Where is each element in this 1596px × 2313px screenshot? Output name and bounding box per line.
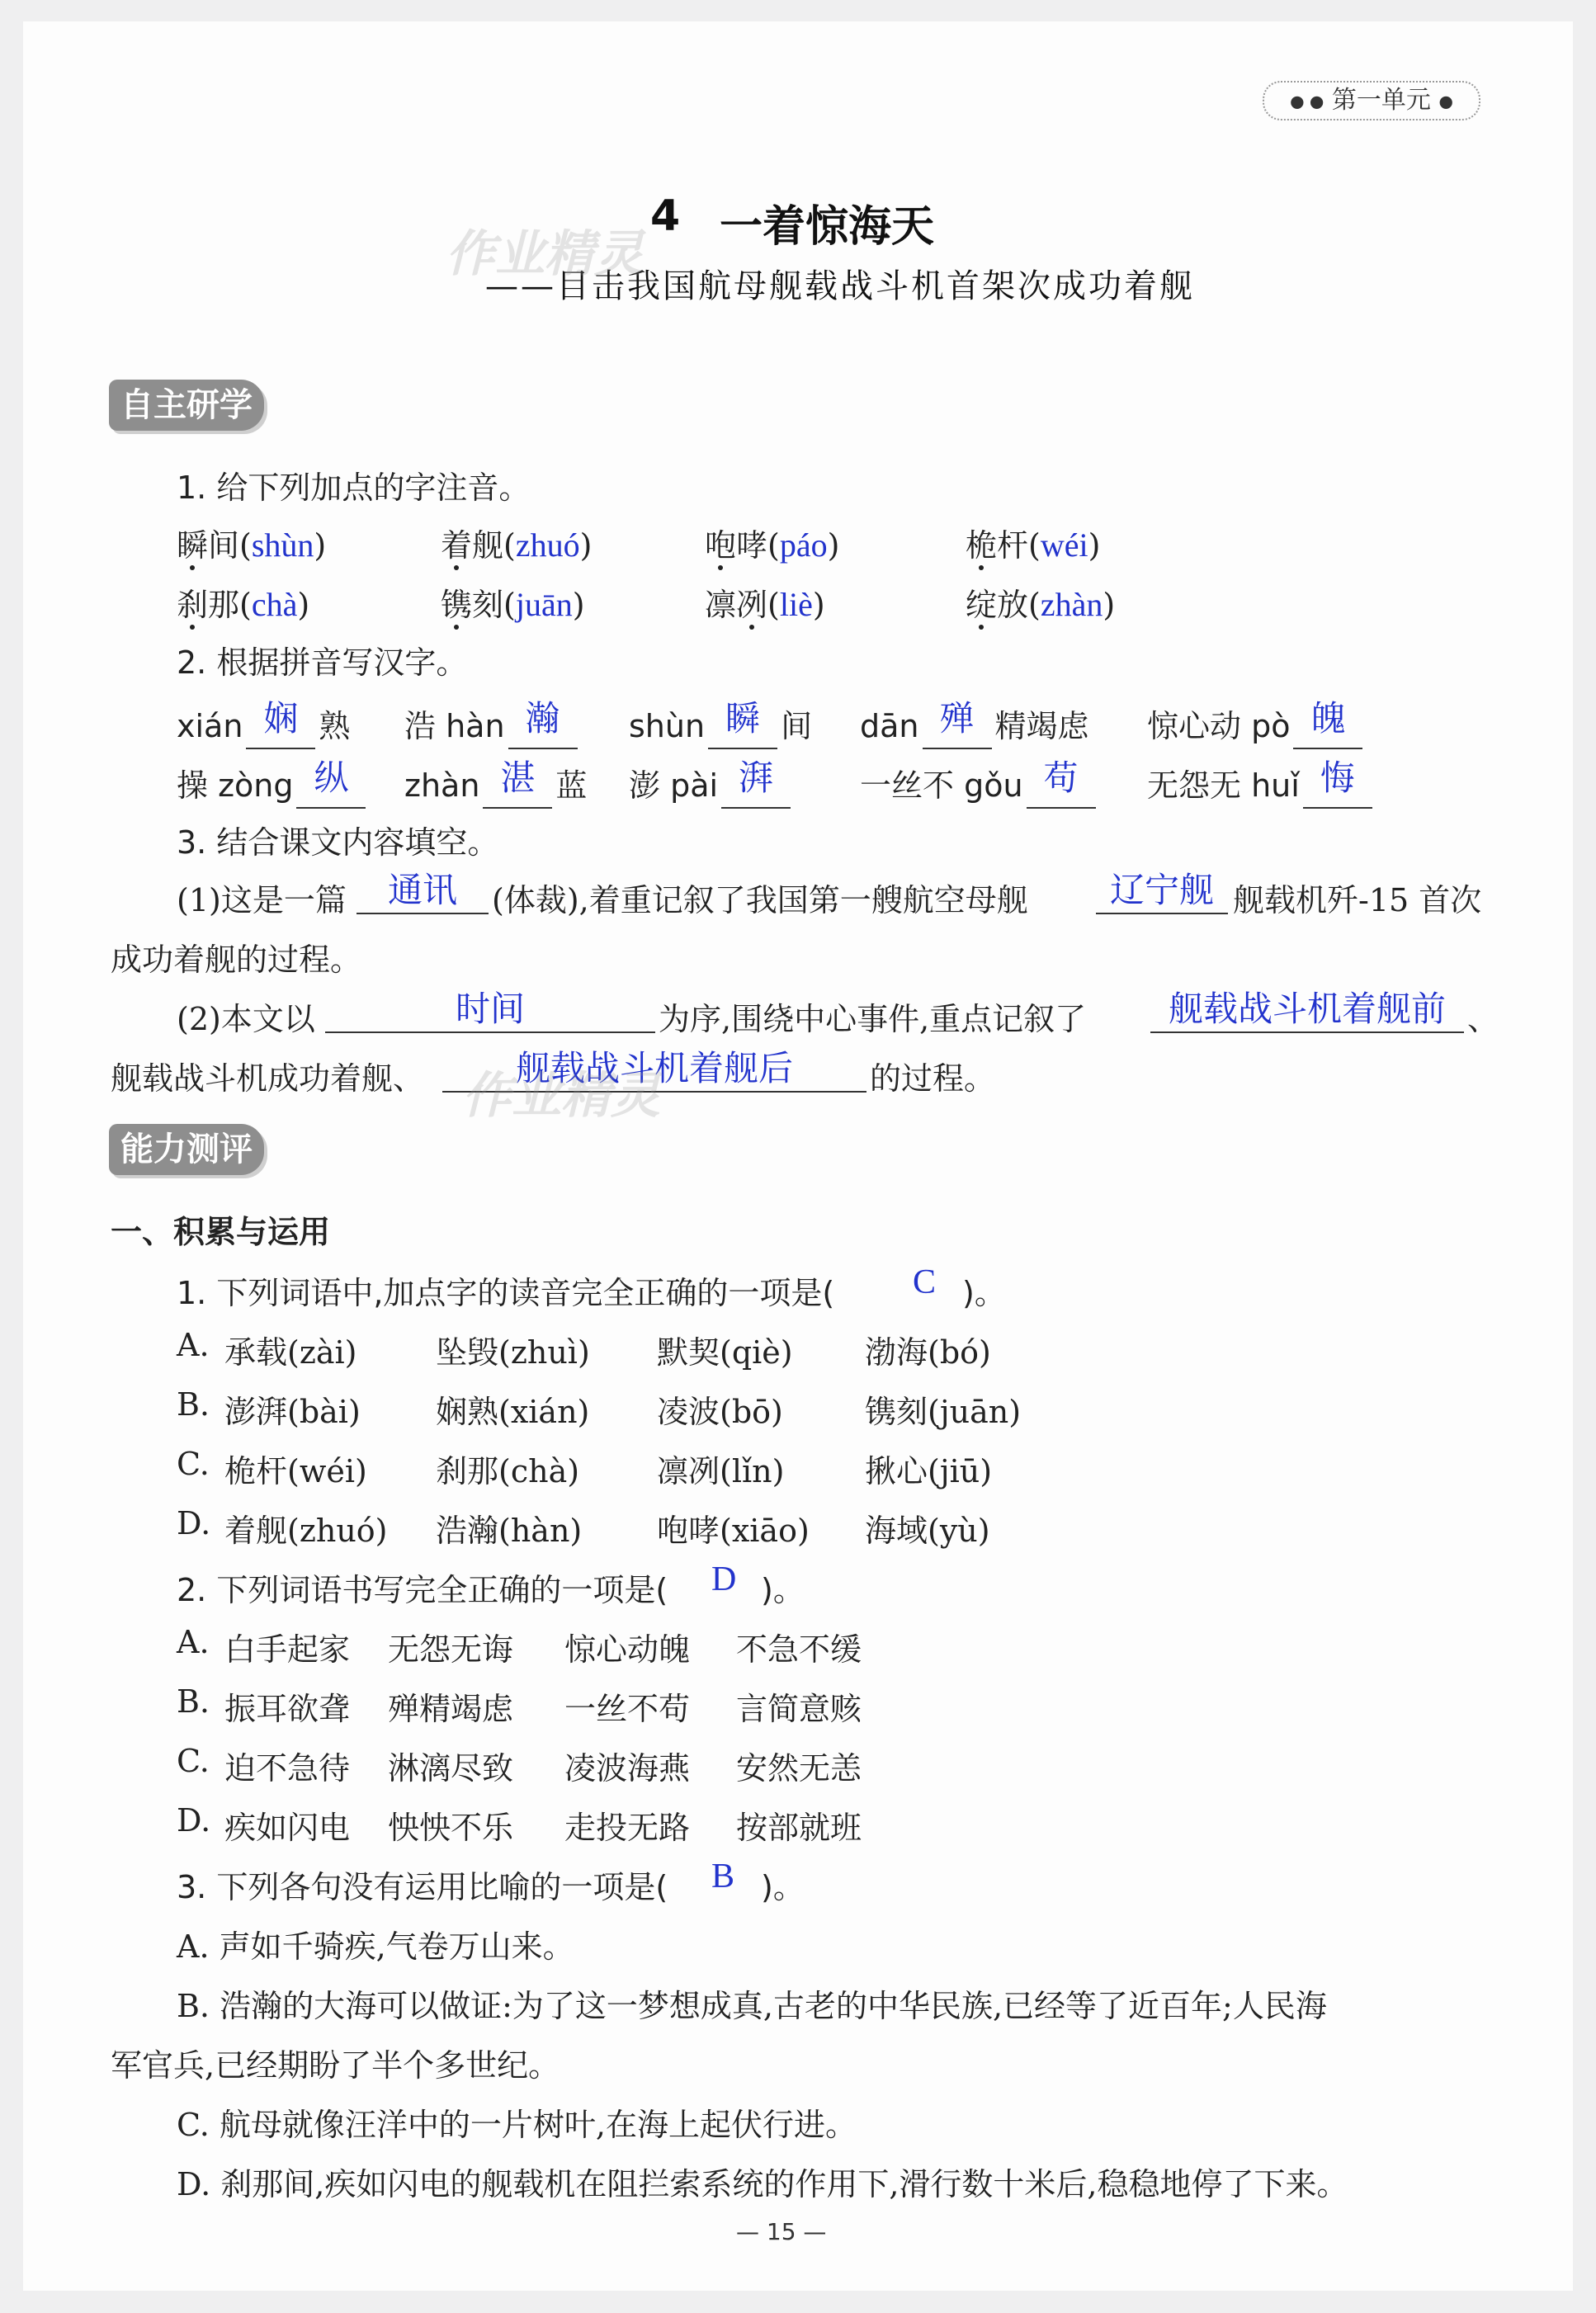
char-blank[interactable] — [1027, 758, 1096, 809]
q1-item — [705, 579, 825, 625]
pinyin: 无怨无 huǐ — [1147, 767, 1300, 804]
q2-item — [860, 758, 1099, 809]
char-answer: 瞬 — [725, 698, 761, 739]
option-word: 无怨无诲 — [388, 1631, 514, 1668]
option-word: 着舰(zhuó) — [224, 1513, 388, 1549]
dotted-char: 桅 — [966, 527, 998, 564]
option-word: 凛冽(lǐn) — [657, 1453, 785, 1489]
char-blank[interactable] — [923, 698, 992, 749]
q3-p2-b: 为序,围绕中心事件,重点记叙了 — [659, 1001, 1087, 1037]
option-word: 疾如闪电 — [224, 1810, 351, 1846]
item-post: 间 — [781, 708, 813, 744]
item-post: 那( — [208, 587, 252, 623]
char-blank[interactable] — [508, 698, 578, 749]
option-word: 默契(qiè) — [657, 1334, 793, 1371]
char-answer: 瀚 — [525, 698, 560, 739]
q3-p1-a: (1)这是一篇 — [177, 882, 347, 918]
pinyin: xián — [177, 708, 243, 744]
dotted-char: 着 — [441, 527, 473, 564]
s2-q3-text: 3. 下列各句没有运用比喻的一项是( — [177, 1869, 668, 1905]
q2-item — [404, 698, 581, 749]
pinyin-answer[interactable]: zhuó — [515, 526, 580, 564]
item-close: ) — [812, 587, 825, 623]
dotted-char: 刹 — [177, 587, 209, 623]
option-word: 不急不缓 — [736, 1631, 862, 1668]
page-number: — 15 — — [736, 2218, 827, 2245]
q3-p1-d: 成功着舰的过程。 — [111, 942, 362, 978]
lesson-title: 一着惊海天 — [720, 202, 935, 252]
q3-p2-e: 的过程。 — [870, 1060, 996, 1097]
option-word: 坠毁(zhuì) — [436, 1334, 590, 1371]
char-answer: 苟 — [1043, 758, 1079, 798]
option-label: B. — [177, 1683, 210, 1720]
pinyin: 惊心动 pò — [1147, 708, 1291, 744]
q3-p1-b: (体裁),着重记叙了我国第一艘航空母舰 — [492, 882, 1028, 918]
option-label: B. — [177, 1386, 210, 1423]
item-close: ) — [297, 587, 310, 623]
option-word: 浩瀚(hàn) — [436, 1513, 583, 1549]
q3-p2-c: 、 — [1467, 1001, 1499, 1037]
item-post: 熟 — [319, 708, 351, 744]
q3-p1-c: 舰载机歼-15 首次 — [1233, 882, 1482, 918]
item-post: 舰( — [472, 527, 516, 564]
pinyin: 操 zòng — [177, 767, 294, 804]
item-post: 哮( — [736, 527, 780, 564]
q2-item — [1147, 698, 1366, 749]
option-word: 白手起家 — [224, 1631, 351, 1668]
q1-item — [441, 520, 592, 565]
option-word: 澎湃(bài) — [224, 1394, 361, 1430]
option-word: 咆哮(xiāo) — [657, 1513, 810, 1549]
pinyin-answer[interactable]: shùn — [251, 526, 314, 564]
item-post: 精竭虑 — [994, 708, 1089, 744]
item-close: ) — [572, 587, 585, 623]
option-label: C. — [177, 1743, 210, 1779]
char-blank[interactable] — [246, 698, 315, 749]
dot-icon: ● ● — [1290, 91, 1324, 111]
lesson-subtitle: ——目击我国航母舰载战斗机首架次成功着舰 — [485, 267, 1195, 305]
answer: 通讯 — [387, 870, 457, 910]
watermark: 作业精灵 — [446, 225, 644, 283]
question-2-text: 2. 根据拼音写汉字。 — [177, 644, 468, 681]
unit-label: 第一单元 — [1331, 86, 1431, 115]
option-word: 刹那(chà) — [436, 1453, 580, 1489]
option-word: 娴熟(xián) — [436, 1394, 590, 1430]
char-answer: 悔 — [1320, 758, 1355, 798]
option-word: 按部就班 — [736, 1810, 862, 1846]
q3-blank-order[interactable] — [325, 990, 655, 1033]
char-blank[interactable] — [708, 698, 777, 749]
pinyin: shùn — [629, 708, 706, 744]
q2-item — [177, 698, 350, 749]
dotted-char: 冽 — [736, 587, 768, 623]
q2-item — [629, 698, 812, 749]
q1-item — [966, 579, 1115, 625]
dotted-char: 镌 — [441, 587, 473, 623]
q2-item — [1147, 758, 1376, 809]
q1-item — [177, 520, 326, 565]
q1-item — [966, 520, 1100, 565]
q3-blank-genre[interactable] — [357, 871, 489, 914]
item-close: ) — [1103, 587, 1116, 623]
item-pre: 凛 — [705, 587, 737, 623]
s2-q2-close: )。 — [761, 1572, 805, 1608]
option-label: D. — [177, 1802, 211, 1839]
q1-item — [177, 579, 309, 625]
pinyin-answer[interactable]: juān — [515, 586, 573, 623]
s2-q3-option-d: D. 刹那间,疾如闪电的舰载机在阻拦索系统的作用下,滑行数十米后,稳稳地停了下来。 — [177, 2166, 1348, 2202]
item-post: 间( — [208, 527, 252, 564]
option-word: 怏怏不乐 — [388, 1810, 514, 1846]
item-post: 放( — [997, 587, 1041, 623]
q2-item — [177, 758, 369, 809]
option-label: C. — [177, 1446, 210, 1482]
char-blank[interactable] — [721, 758, 791, 809]
watermark: 作业精灵 — [462, 1067, 660, 1125]
s2-q1-answer[interactable]: C — [913, 1263, 937, 1301]
char-answer: 娴 — [263, 698, 299, 739]
pinyin-answer[interactable]: liè — [779, 586, 813, 623]
char-answer: 魄 — [1310, 698, 1346, 739]
option-word: 揪心(jiū) — [865, 1453, 993, 1489]
pinyin: 澎 pài — [629, 767, 719, 804]
q1-item — [705, 520, 839, 565]
item-post: 蓝 — [555, 767, 588, 804]
item-post: 杆( — [997, 527, 1041, 564]
unit-tag — [1263, 81, 1480, 120]
question-3-text: 3. 结合课文内容填空。 — [177, 824, 499, 861]
section-badge-self-study: 自主研学 — [109, 380, 264, 431]
dotted-char: 瞬 — [177, 527, 209, 564]
pinyin: zhàn — [404, 767, 480, 804]
option-word: 惊心动魄 — [564, 1631, 691, 1668]
s2-q2-text: 2. 下列词语书写完全正确的一项是( — [177, 1572, 668, 1608]
option-word: 镌刻(juān) — [865, 1394, 1022, 1430]
q2-item — [860, 698, 1089, 749]
pinyin-answer[interactable]: páo — [779, 526, 828, 564]
pinyin-answer[interactable]: wéi — [1040, 526, 1088, 564]
pinyin-answer[interactable]: chà — [251, 586, 298, 623]
option-label: D. — [177, 1505, 211, 1541]
s2-q3-option-b1: B. 浩瀚的大海可以做证:为了这一梦想成真,古老的中华民族,已经等了近百年;人民海 — [177, 1988, 1327, 2024]
q3-p2-a: (2)本文以 — [177, 1001, 315, 1037]
pinyin: 浩 hàn — [404, 708, 505, 744]
pinyin-answer[interactable]: zhàn — [1040, 586, 1103, 623]
option-word: 言简意赅 — [736, 1691, 862, 1727]
item-close: ) — [579, 527, 593, 564]
pinyin: 一丝不 gǒu — [860, 767, 1023, 804]
item-post: 刻( — [472, 587, 516, 623]
option-word: 走投无路 — [564, 1810, 691, 1846]
section-badge-ability-test: 能力测评 — [109, 1124, 264, 1175]
char-answer: 纵 — [314, 758, 349, 798]
s2-q1-close: )。 — [962, 1275, 1006, 1311]
char-answer: 殚 — [939, 698, 975, 739]
option-label: A. — [177, 1624, 210, 1660]
dot-icon: ● — [1438, 91, 1453, 111]
option-word: 淋漓尽致 — [388, 1750, 514, 1787]
option-word: 迫不急待 — [224, 1750, 351, 1787]
dotted-char: 咆 — [705, 527, 737, 564]
answer: 辽宁舰 — [1109, 870, 1214, 910]
s2-q3-option-c: C. 航母就像汪洋中的一片树叶,在海上起伏行进。 — [177, 2107, 857, 2143]
s2-q2-answer[interactable]: D — [711, 1560, 737, 1598]
char-answer: 湛 — [500, 758, 536, 798]
part-heading: 一、积累与运用 — [111, 1214, 331, 1250]
s2-q3-option-b2: 军官兵,已经期盼了半个多世纪。 — [111, 2047, 560, 2084]
q3-blank-before[interactable] — [1150, 990, 1464, 1033]
s2-q3-answer[interactable]: B — [711, 1857, 735, 1895]
answer: 时间 — [455, 989, 525, 1029]
s2-q3-close: )。 — [761, 1869, 805, 1905]
option-word: 桅杆(wéi) — [224, 1453, 367, 1489]
q1-item — [441, 579, 585, 625]
option-word: 凌波海燕 — [564, 1750, 691, 1787]
option-word: 渤海(bó) — [865, 1334, 991, 1371]
dotted-char: 绽 — [966, 587, 998, 623]
pinyin: dān — [860, 708, 919, 744]
option-word: 承载(zài) — [224, 1334, 357, 1371]
answer: 舰载战斗机着舰前 — [1168, 989, 1446, 1029]
question-1-text: 1. 给下列加点的字注音。 — [177, 470, 531, 506]
item-close: ) — [827, 527, 840, 564]
char-blank[interactable] — [1293, 698, 1362, 749]
option-word: 安然无恙 — [736, 1750, 862, 1787]
q2-item — [629, 758, 794, 809]
char-blank[interactable] — [483, 758, 552, 809]
char-answer: 湃 — [739, 758, 774, 798]
option-word: 振耳欲聋 — [224, 1691, 351, 1727]
option-word: 海域(yù) — [865, 1513, 990, 1549]
q3-p2-d: 舰载战斗机成功着舰、 — [111, 1060, 425, 1097]
s2-q3-option-a: A. 声如千骑疾,气卷万山来。 — [177, 1928, 574, 1965]
lesson-number: 4 — [650, 191, 681, 241]
item-close: ) — [314, 527, 327, 564]
option-word: 凌波(bō) — [657, 1394, 783, 1430]
item-close: ) — [1088, 527, 1101, 564]
char-blank[interactable] — [1303, 758, 1372, 809]
item-post: ( — [767, 587, 780, 623]
q3-blank-ship[interactable] — [1096, 871, 1228, 914]
q2-item — [404, 758, 587, 809]
s2-q1-text: 1. 下列词语中,加点字的读音完全正确的一项是( — [177, 1275, 835, 1311]
option-label: A. — [177, 1327, 210, 1363]
char-blank[interactable] — [296, 758, 366, 809]
option-word: 一丝不苟 — [564, 1691, 691, 1727]
option-word: 殚精竭虑 — [388, 1691, 514, 1727]
answer: 舰载战斗机着舰后 — [515, 1048, 793, 1088]
